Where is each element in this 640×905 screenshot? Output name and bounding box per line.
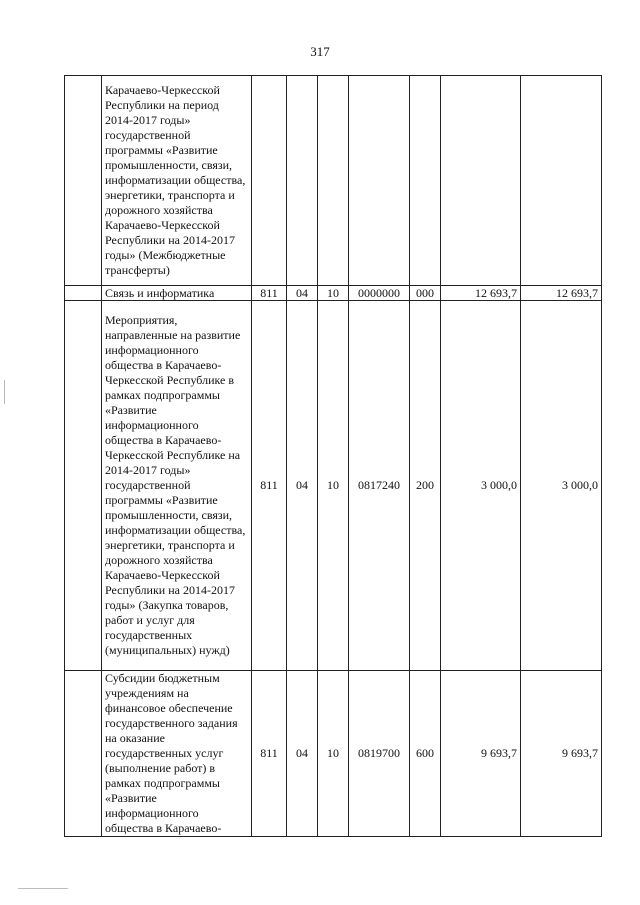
- row-name-cell: Субсидии бюджетным учреждениям на финансовое обеспечение государственного задания на оказание государственных услуг (выполнение работ) в рамках подпрограммы «Развитие информационного общества в Карачаево-: [102, 671, 252, 837]
- row-code-cell: [65, 671, 102, 837]
- section-cell: 04: [287, 286, 318, 301]
- row-name-cell: Мероприятия, направленные на развитие информационного общества в Карачаево-Черкесской Республике в рамках подпрограммы «Развитие информационного общества в Карачаево-Черкесской Республике на 2014-2017 годы» государственной программы «Развитие промышленности, связи, информатизации общества, энергетики, транспорта и дорожного хозяйства Карачаево-Черкесской Республики на 2014-2017 годы» (Закупка товаров, работ и услуг для государственных (муниципальных) нужд): [102, 301, 252, 671]
- scan-edge-mark: [4, 380, 5, 404]
- subsection-cell: 10: [318, 301, 349, 671]
- ministry-cell: [252, 76, 287, 286]
- subsection-cell: [318, 76, 349, 286]
- table-row: [65, 76, 602, 286]
- amount-1-cell: 9 693,7: [441, 671, 521, 837]
- expense-type-cell: [410, 76, 441, 286]
- section-cell: 04: [287, 301, 318, 671]
- section-cell: 04: [287, 671, 318, 837]
- page-number: 317: [310, 44, 330, 59]
- subsection-cell: 10: [318, 671, 349, 837]
- row-name-cell: Связь и информатика: [102, 286, 252, 301]
- expense-type-cell: 200: [410, 301, 441, 671]
- row-code-cell: [65, 301, 102, 671]
- amount-2-cell: [521, 76, 602, 286]
- ministry-cell: 811: [252, 671, 287, 837]
- ministry-cell: 811: [252, 286, 287, 301]
- row-name-cell: Карачаево-Черкесской Республики на период 2014-2017 годы» государственной программы «Развитие промышленности, связи, информатизации общества, энергетики, транспорта и дорожного хозяйства Карачаево-Черкесской Республики на 2014-2017 годы» (Межбюджетные трансферты): [102, 76, 252, 286]
- table-row: [65, 671, 602, 837]
- expense-type-cell: 000: [410, 286, 441, 301]
- target-article-cell: 0817240: [349, 301, 410, 671]
- expense-type-cell: 600: [410, 671, 441, 837]
- target-article-cell: 0000000: [349, 286, 410, 301]
- target-article-cell: [349, 76, 410, 286]
- amount-2-cell: 3 000,0: [521, 301, 602, 671]
- amount-2-cell: 12 693,7: [521, 286, 602, 301]
- amount-1-cell: 3 000,0: [441, 301, 521, 671]
- row-code-cell: [65, 76, 102, 286]
- subsection-cell: 10: [318, 286, 349, 301]
- target-article-cell: 0819700: [349, 671, 410, 837]
- amount-1-cell: 12 693,7: [441, 286, 521, 301]
- scan-edge-mark: [18, 888, 68, 889]
- table-row: [65, 301, 602, 671]
- amount-1-cell: [441, 76, 521, 286]
- budget-table: [64, 75, 602, 837]
- section-cell: [287, 76, 318, 286]
- amount-2-cell: 9 693,7: [521, 671, 602, 837]
- row-code-cell: [65, 286, 102, 301]
- table-row: [65, 286, 602, 301]
- ministry-cell: 811: [252, 301, 287, 671]
